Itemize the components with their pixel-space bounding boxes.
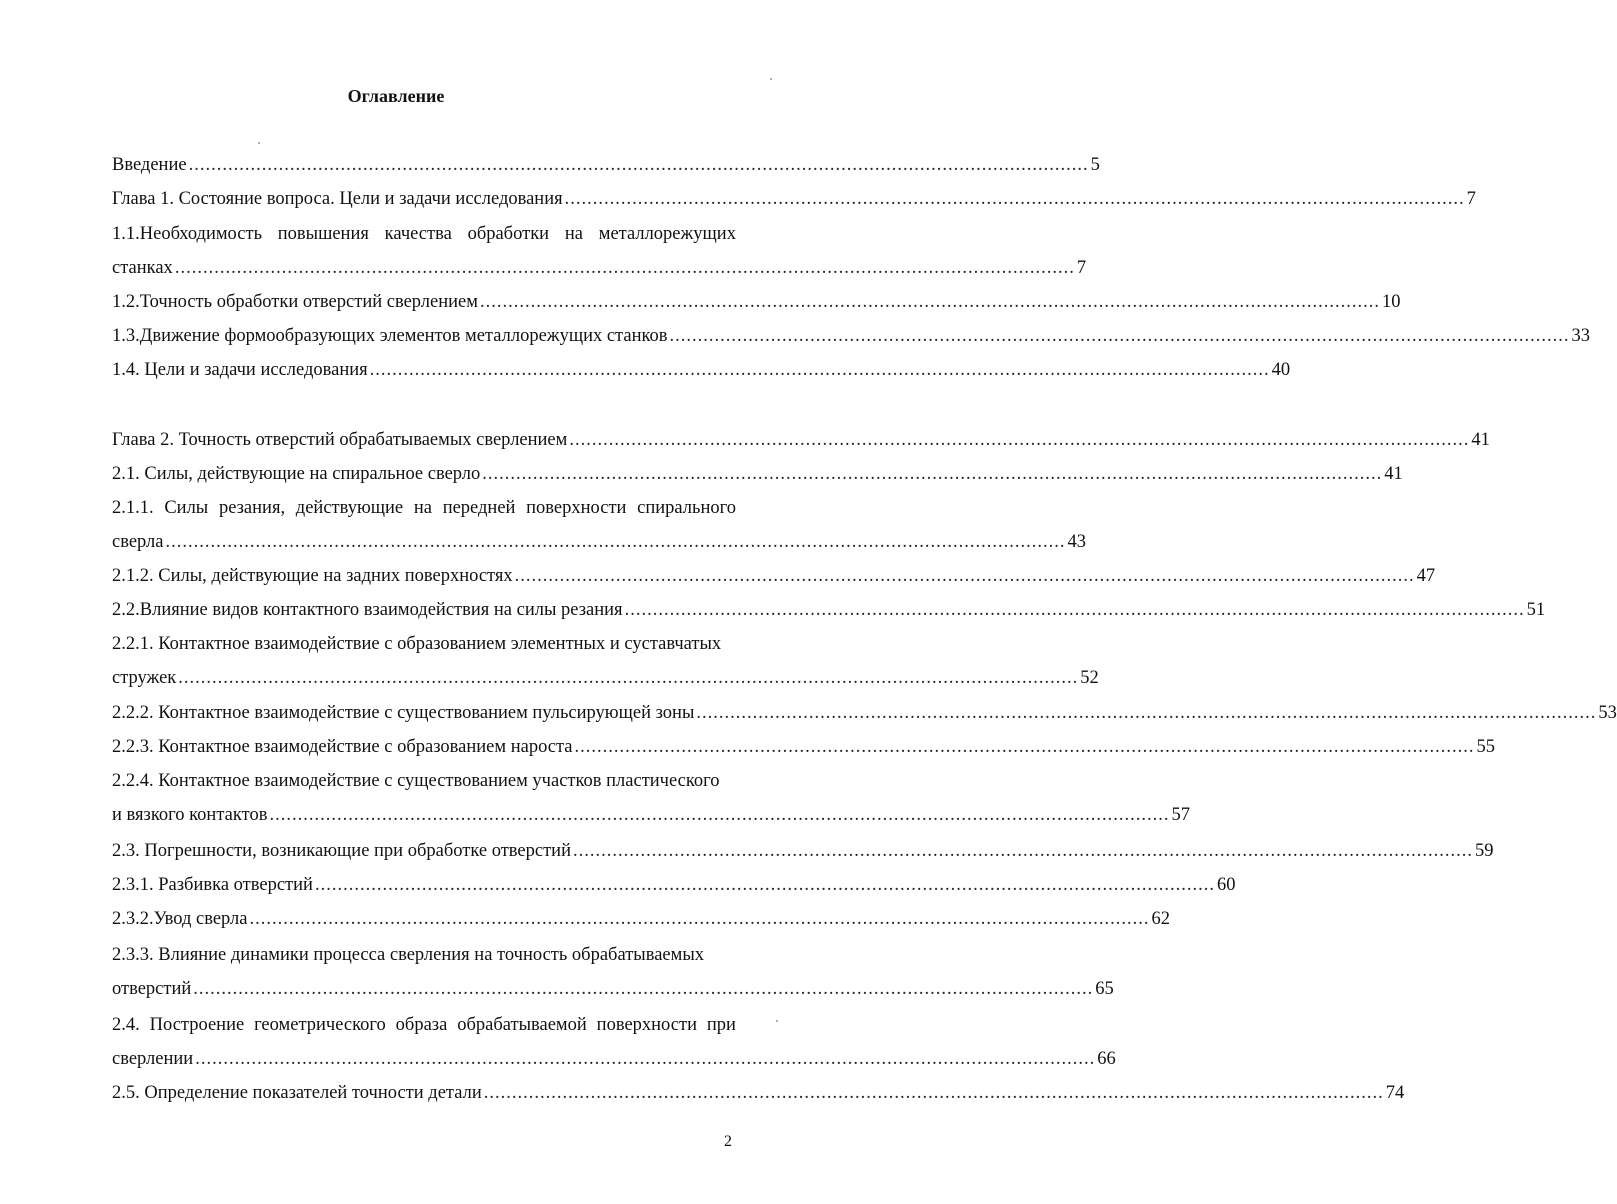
toc-entry: Введение ................................................................................................................................................................ 5 (112, 155, 1100, 175)
toc-entry: 2.3.3. Влияние динамики процесса сверления на точность обрабатываемых (112, 945, 705, 965)
toc-entry: 2.2.4. Контактное взаимодействие с существованием участков пластического (112, 771, 720, 791)
toc-entry: 1.3.Движение формообразующих элементов металлорежущих станков ................................................................................................................................................................ 33 (112, 326, 1591, 346)
toc-entry: 2.2.2. Контактное взаимодействие с существованием пульсирующей зоны ................................................................................................................................................................ 53 (112, 703, 1617, 723)
toc-entry: 2.4. Построение геометрического образа обрабатываемой поверхности при (112, 1015, 736, 1035)
scan-speck (770, 78, 772, 80)
toc-entry: 1.1.Необходимость повышения качества обработки на металлорежущих (112, 224, 736, 244)
page-title: Оглавление (347, 86, 445, 106)
toc-entry-continuation: сверлении ................................................................................................................................................................ 66 (112, 1049, 1116, 1069)
toc-entry: 2.3.1. Разбивка отверстий ................................................................................................................................................................ 60 (112, 875, 1236, 895)
scan-speck (258, 142, 260, 144)
toc-entry-continuation: станках ................................................................................................................................................................ 7 (112, 258, 1087, 278)
toc-entry: 1.2.Точность обработки отверстий сверлением ................................................................................................................................................................ 10 (112, 292, 1401, 312)
toc-entry: Глава 1. Состояние вопроса. Цели и задачи исследования ................................................................................................................................................................ 7 (112, 189, 1476, 209)
toc-entry: 2.1.1. Силы резания, действующие на передней поверхности спирального (112, 498, 736, 518)
toc-entry: 2.1.2. Силы, действующие на задних поверхностях ................................................................................................................................................................ 47 (112, 566, 1436, 586)
toc-entry-continuation: сверла ................................................................................................................................................................ 43 (112, 532, 1086, 552)
page-number: 2 (724, 1133, 732, 1150)
toc-entry-continuation: и вязкого контактов ................................................................................................................................................................ 57 (112, 805, 1190, 825)
toc-entry: 2.3.2.Увод сверла ................................................................................................................................................................ 62 (112, 909, 1170, 929)
toc-entry-continuation: стружек ................................................................................................................................................................ 52 (112, 668, 1099, 688)
toc-entry: 2.2.3. Контактное взаимодействие с образованием нароста ................................................................................................................................................................ 55 (112, 737, 1496, 757)
toc-entry: 1.4. Цели и задачи исследования ................................................................................................................................................................ 40 (112, 360, 1291, 380)
toc-entry: 2.2.1. Контактное взаимодействие с образованием элементных и суставчатых (112, 634, 722, 654)
toc-entry: 2.1. Силы, действующие на спиральное сверло ................................................................................................................................................................ 41 (112, 464, 1403, 484)
toc-entry: 2.5. Определение показателей точности детали ................................................................................................................................................................ 74 (112, 1083, 1405, 1103)
toc-entry: 2.3. Погрешности, возникающие при обработке отверстий ................................................................................................................................................................ 59 (112, 841, 1494, 861)
toc-entry-continuation: отверстий ................................................................................................................................................................ 65 (112, 979, 1114, 999)
toc-entry: Глава 2. Точность отверстий обрабатываемых сверлением ................................................................................................................................................................ 41 (112, 430, 1490, 450)
toc-entry: 2.2.Влияние видов контактного взаимодействия на силы резания ................................................................................................................................................................ 51 (112, 600, 1546, 620)
scan-speck (776, 1020, 778, 1022)
